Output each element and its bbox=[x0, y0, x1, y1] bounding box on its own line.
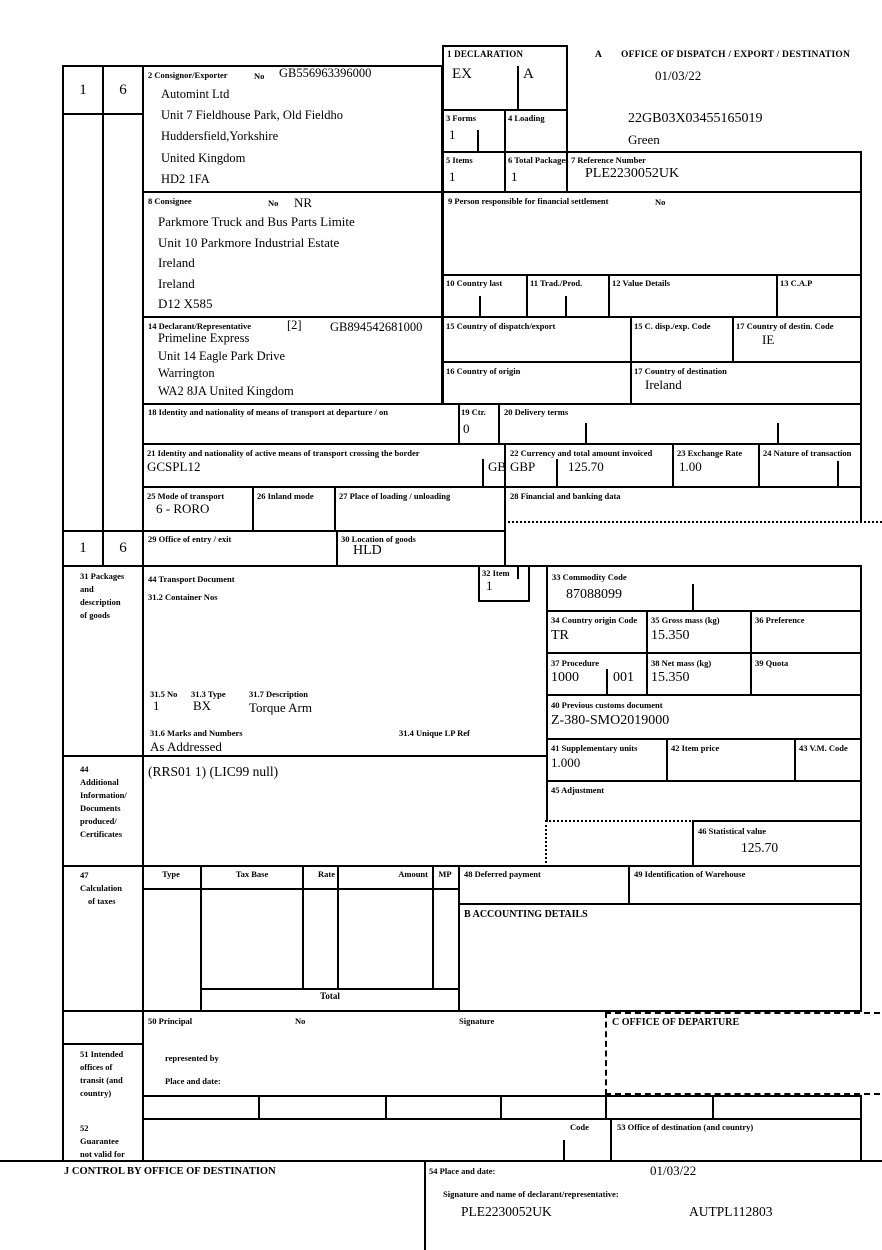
section-b-label: B ACCOUNTING DETAILS bbox=[464, 909, 588, 920]
box39-label: 39 Quota bbox=[755, 658, 789, 668]
box52-code-tick bbox=[563, 1140, 565, 1160]
box1-divider bbox=[517, 66, 519, 109]
box45-dotted-left bbox=[545, 820, 547, 867]
box17c-label: 17 Country of destin. Code bbox=[736, 321, 834, 331]
box28-label: 28 Financial and banking data bbox=[510, 491, 621, 501]
box22-label: 22 Currency and total amount invoiced bbox=[510, 448, 653, 458]
box10-label: 10 Country last bbox=[446, 278, 503, 288]
box2-eori: GB556963396000 bbox=[279, 66, 372, 80]
box25-label: 25 Mode of transport bbox=[147, 491, 225, 501]
box5-label: 5 Items bbox=[446, 155, 473, 165]
box10-tick bbox=[479, 296, 481, 316]
box50-no-label: No bbox=[295, 1016, 306, 1026]
sub31-type-value: BX bbox=[193, 698, 212, 713]
box16-label: 16 Country of origin bbox=[446, 366, 521, 376]
box43-label: 43 V.M. Code bbox=[799, 743, 848, 753]
box33-tick bbox=[692, 584, 694, 610]
box35-value: 15.350 bbox=[651, 628, 690, 643]
item-left-border bbox=[62, 565, 64, 1162]
box6-label: 6 Total Packages bbox=[508, 155, 569, 165]
box26-label: 26 Inland mode bbox=[257, 491, 314, 501]
copy-number-cell-6 bbox=[102, 65, 144, 115]
box36-label: 36 Preference bbox=[755, 615, 805, 625]
box41-label: 41 Supplementary units bbox=[551, 743, 638, 753]
section-c-label: C OFFICE OF DEPARTURE bbox=[612, 1017, 740, 1028]
box20-tick-2 bbox=[777, 423, 779, 443]
box15c-label: 15 C. disp./exp. Code bbox=[634, 321, 711, 331]
box27-label: 27 Place of loading / unloading bbox=[339, 491, 451, 501]
sub31-desc-label: 31.7 Description bbox=[249, 689, 309, 699]
copy-number: 6 bbox=[119, 81, 127, 98]
box2-consignor-address: Automint Ltd Unit 7 Fieldhouse Park, Old Fieldho Huddersfield,Yorkshire United Kingdom HD2 1FA bbox=[161, 87, 343, 186]
copy-number: 1 bbox=[79, 540, 87, 556]
sub31-lp-label: 31.4 Unique LP Ref bbox=[399, 728, 470, 738]
box9-label: 9 Person responsible for financial settlement bbox=[448, 196, 609, 206]
box2-no-label: No bbox=[254, 71, 265, 81]
box13-label: 13 C.A.P bbox=[780, 278, 813, 288]
box54-declarant-name: AUTPL112803 bbox=[689, 1204, 773, 1219]
box54-left-border bbox=[424, 1160, 426, 1250]
copy-number-cell-1 bbox=[62, 65, 104, 115]
box20-label: 20 Delivery terms bbox=[504, 407, 569, 417]
box14-eori: GB894542681000 bbox=[330, 320, 423, 334]
box22-amount: 125.70 bbox=[568, 459, 604, 474]
box31-label: 31 Packages and description of goods bbox=[80, 571, 125, 620]
box40-value: Z-380-SMO2019000 bbox=[551, 713, 670, 728]
box40-label: 40 Previous customs document bbox=[551, 700, 663, 710]
transit-divider-5 bbox=[712, 1095, 714, 1120]
box1-declaration-type: EX bbox=[452, 66, 472, 82]
box12-label: 12 Value Details bbox=[612, 278, 671, 288]
box34-label: 34 Country origin Code bbox=[551, 615, 638, 625]
box3-value: 1 bbox=[449, 127, 456, 142]
box53-right-border bbox=[860, 1118, 862, 1162]
section-a-routing: Green bbox=[628, 132, 660, 147]
tax-header-amount: Amount bbox=[398, 869, 428, 879]
box8-no-value: NR bbox=[294, 195, 313, 210]
box21-nationality: GB bbox=[488, 459, 507, 474]
box53-left-border bbox=[610, 1118, 612, 1162]
box1-declaration-subtype: A bbox=[523, 66, 534, 82]
box24-label: 24 Nature of transaction bbox=[763, 448, 852, 458]
box21-label: 21 Identity and nationality of active means of transport crossing the border bbox=[147, 448, 420, 458]
box37-divider bbox=[606, 669, 608, 694]
box54-signature-label: Signature and name of declarant/representative: bbox=[443, 1189, 619, 1199]
tax-header-mp: MP bbox=[438, 869, 452, 879]
box35-label: 35 Gross mass (kg) bbox=[651, 615, 720, 625]
box46-label: 46 Statistical value bbox=[698, 826, 766, 836]
box23-value: 1.00 bbox=[679, 459, 702, 474]
section-j-border bbox=[0, 1160, 882, 1162]
box44a-value: (RRS01 1) (LIC99 null) bbox=[148, 764, 279, 779]
section-c-top-dash bbox=[605, 1012, 880, 1014]
box32-value: 1 bbox=[486, 578, 493, 593]
copy-number-cell-1b bbox=[62, 530, 104, 567]
box14-declarant-address: Primeline Express Unit 14 Eagle Park Drive Warrington WA2 8JA United Kingdom bbox=[158, 331, 294, 398]
box15-label: 15 Country of dispatch/export bbox=[446, 321, 556, 331]
box11-tick bbox=[565, 296, 567, 316]
box8-no-label: No bbox=[268, 198, 279, 208]
transit-divider-1 bbox=[258, 1095, 260, 1120]
box38-label: 38 Net mass (kg) bbox=[651, 658, 712, 668]
section-a-title: OFFICE OF DISPATCH / EXPORT / DESTINATION bbox=[621, 50, 851, 60]
section-a-date: 01/03/22 bbox=[655, 68, 702, 83]
section-a-mrn: 22GB03X03455165019 bbox=[628, 111, 763, 126]
box3-tick bbox=[477, 130, 479, 151]
left-margin-column-1 bbox=[62, 113, 104, 532]
box30-value: HLD bbox=[353, 543, 382, 558]
sub31-marks-value: As Addressed bbox=[150, 739, 222, 754]
sub31-type-label: 31.3 Type bbox=[191, 689, 226, 699]
box2-label: 2 Consignor/Exporter bbox=[148, 70, 228, 80]
box37-value2: 001 bbox=[613, 670, 634, 685]
box29-label: 29 Office of entry / exit bbox=[148, 534, 232, 544]
box49-label: 49 Identification of Warehouse bbox=[634, 869, 746, 879]
box33-value: 87088099 bbox=[566, 587, 622, 602]
section-c-left-dash bbox=[605, 1012, 607, 1095]
left-margin-column-2 bbox=[102, 113, 144, 532]
box51-label: 51 Intended offices of transit (and country) bbox=[80, 1049, 124, 1098]
box18-label: 18 Identity and nationality of means of transport at departure / on bbox=[148, 407, 388, 417]
tax-total-label: Total bbox=[320, 991, 340, 1001]
box50-label: 50 Principal bbox=[148, 1016, 193, 1026]
tax-header-type: Type bbox=[162, 869, 180, 879]
box22-currency: GBP bbox=[510, 459, 536, 474]
tax-total-top bbox=[200, 988, 460, 990]
tax-col-amount-right bbox=[432, 865, 434, 988]
box19-label: 19 Ctr. bbox=[461, 407, 486, 417]
transit-cells-row bbox=[142, 1095, 862, 1120]
box9-no-label: No bbox=[655, 197, 666, 207]
box21-value: GCSPL12 bbox=[147, 459, 201, 474]
section-j-label: J CONTROL BY OFFICE OF DESTINATION bbox=[64, 1166, 276, 1177]
box53-label: 53 Office of destination (and country) bbox=[617, 1122, 754, 1132]
box42-label: 42 Item price bbox=[671, 743, 720, 753]
box23-label: 23 Exchange Rate bbox=[677, 448, 743, 458]
box30-label: 30 Location of goods bbox=[341, 534, 416, 544]
box51-separator bbox=[62, 1043, 144, 1045]
box54-reference: PLE2230052UK bbox=[461, 1204, 552, 1219]
copy-number-cell-6b bbox=[102, 530, 144, 567]
box1-label: 1 DECLARATION bbox=[447, 49, 524, 59]
box37-value: 1000 bbox=[551, 670, 579, 685]
box6-value: 1 bbox=[511, 169, 518, 184]
sub31-no-value: 1 bbox=[153, 698, 160, 713]
box50-signature-label: Signature bbox=[459, 1016, 495, 1026]
box41-value: 1.000 bbox=[551, 755, 581, 770]
box44t-container-label: 31.2 Container Nos bbox=[148, 592, 218, 602]
transit-divider-4 bbox=[605, 1095, 607, 1120]
box24-tick bbox=[837, 461, 839, 486]
box21-divider bbox=[482, 459, 484, 486]
transit-divider-3 bbox=[500, 1095, 502, 1120]
box34-value: TR bbox=[551, 628, 569, 643]
box46-value: 125.70 bbox=[741, 840, 779, 855]
section-a-label: A bbox=[595, 50, 603, 60]
box7-value: PLE2230052UK bbox=[585, 166, 680, 181]
sub31-desc-value: Torque Arm bbox=[249, 700, 312, 715]
box33-label: 33 Commodity Code bbox=[552, 572, 627, 582]
box8-consignee-address: Parkmore Truck and Bus Parts Limite Unit 10 Parkmore Industrial Estate Ireland Ireland D12 X585 bbox=[158, 214, 355, 312]
copy-number: 6 bbox=[119, 540, 127, 556]
box5-value: 1 bbox=[449, 169, 456, 184]
transit-divider-2 bbox=[385, 1095, 387, 1120]
box54-date: 01/03/22 bbox=[650, 1163, 697, 1178]
tax-header-rate: Rate bbox=[318, 869, 335, 879]
tax-header-bottom bbox=[142, 888, 460, 890]
box20-tick-1 bbox=[585, 423, 587, 443]
box47-label: 47 Calculation of taxes bbox=[80, 870, 123, 906]
box45-label: 45 Adjustment bbox=[551, 785, 605, 795]
tax-col-taxbase-right bbox=[302, 865, 304, 988]
sub31-no-label: 31.5 No bbox=[150, 689, 178, 699]
box45-dotted-bottom bbox=[546, 820, 694, 822]
box7-label: 7 Reference Number bbox=[571, 155, 646, 165]
box3-label: 3 Forms bbox=[446, 113, 476, 123]
box48-label: 48 Deferred payment bbox=[464, 869, 541, 879]
box50-place-label: Place and date: bbox=[165, 1076, 221, 1086]
tax-header-taxbase: Tax Base bbox=[235, 869, 269, 879]
box4-label: 4 Loading bbox=[508, 113, 545, 123]
box17c-value: IE bbox=[762, 332, 775, 347]
box44t-label: 44 Transport Document bbox=[148, 574, 235, 584]
box11-label: 11 Trad./Prod. bbox=[530, 278, 583, 288]
box52-label: 52 Guarantee not valid for bbox=[80, 1123, 125, 1159]
box22-divider bbox=[556, 459, 558, 486]
box14-code: [2] bbox=[287, 318, 302, 332]
box25-value: 6 - RORO bbox=[156, 501, 210, 516]
tax-col-rate-right bbox=[337, 865, 339, 988]
box28-dotted-bottom bbox=[504, 521, 882, 523]
box8-label: 8 Consignee bbox=[148, 196, 192, 206]
box38-value: 15.350 bbox=[651, 670, 690, 685]
box32-label: 32 Item bbox=[482, 568, 510, 578]
box54-label: 54 Place and date: bbox=[429, 1166, 496, 1176]
sub31-marks-label: 31.6 Marks and Numbers bbox=[150, 728, 243, 738]
box50-represented-label: represented by bbox=[165, 1053, 219, 1063]
box32-tick bbox=[517, 566, 519, 579]
box14-label: 14 Declarant/Representative bbox=[148, 321, 251, 331]
box37-label: 37 Procedure bbox=[551, 658, 600, 668]
box44a-label: 44 Additional Information/ Documents produced/ Certificates bbox=[80, 764, 127, 839]
box17-value: Ireland bbox=[645, 377, 682, 392]
box17-label: 17 Country of destination bbox=[634, 366, 727, 376]
box52-code-label: Code bbox=[570, 1122, 589, 1132]
copy-number: 1 bbox=[79, 81, 87, 98]
box19-value: 0 bbox=[463, 421, 470, 436]
